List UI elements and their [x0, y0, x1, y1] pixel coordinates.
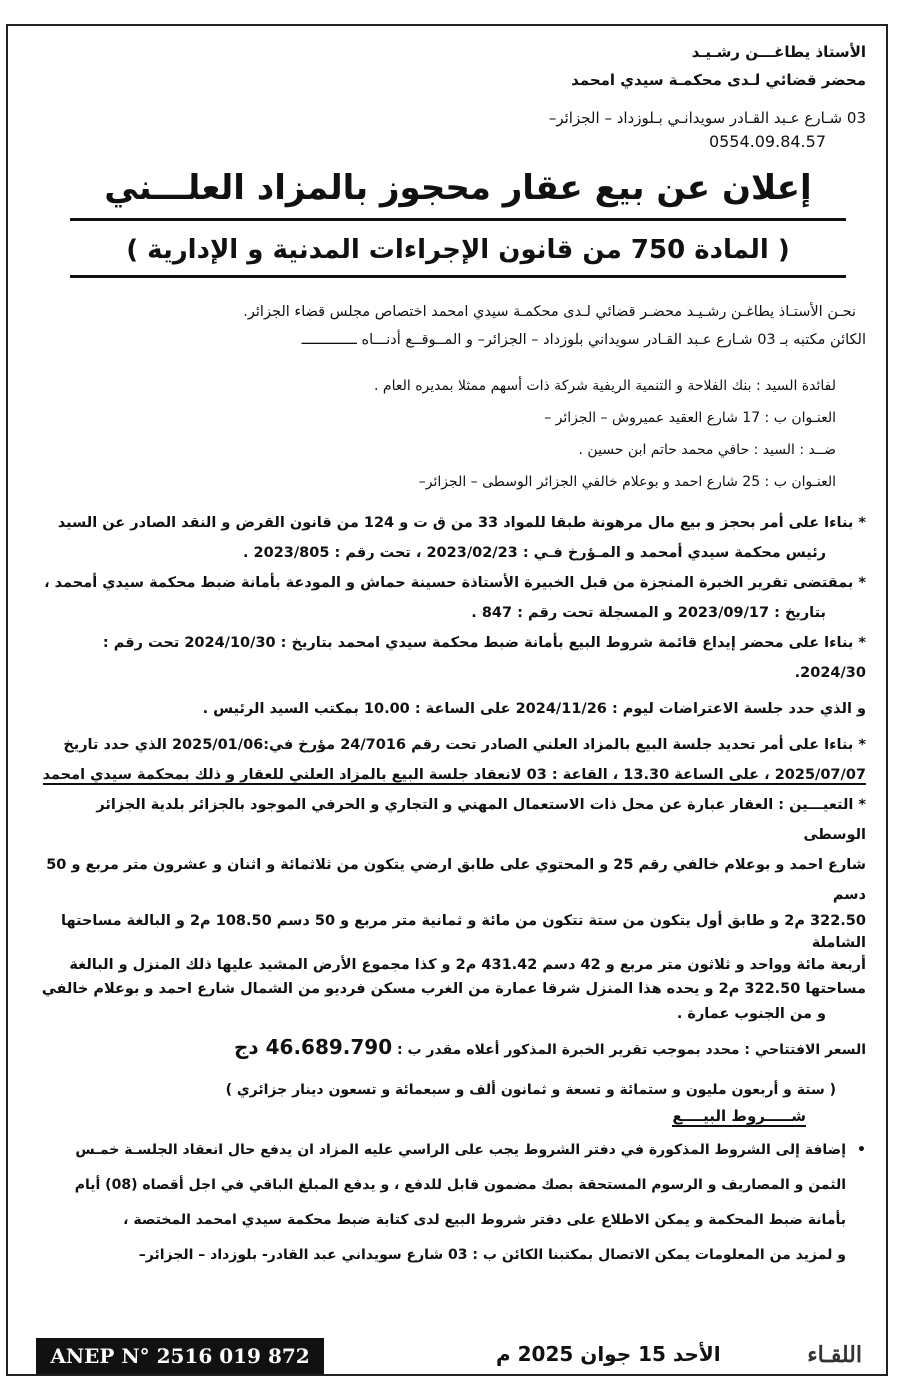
- paragraph-5b: [30, 760, 866, 790]
- paragraph-6f: و من الجنوب عمارة .: [676, 1006, 826, 1022]
- newspaper-logo: اللقـاء: [807, 1342, 862, 1368]
- beneficiary: لفائدة السيد : بنك الفلاحة و التنمية الريفية شركة ذات أسهم ممثلا بمديره العام .: [374, 378, 836, 394]
- bailiff-header: [30, 40, 866, 154]
- page-subtitle: ( المادة 750 من قانون الإجراءات المدنية و الإدارية ): [70, 235, 846, 278]
- bailiff-phone: 0554.09.84.57: [708, 132, 826, 151]
- bailiff-role: محضر قضائي لـدى محكمـة سيدي امحمد: [571, 71, 866, 89]
- conditions-title: [30, 1107, 866, 1125]
- price-label: السعر الافتتاحي : محدد بموجب تقرير الخبرة المذكور أعلاه مقدر ب :: [397, 1042, 866, 1058]
- paragraph-4: و الذي حدد جلسة الاعتراضات ليوم : 2024/11/26 على الساعة : 10.00 بمكتب السيد الرئيس .: [202, 701, 866, 717]
- condition-1: [30, 1133, 866, 1168]
- intro-line-1: نحـن الأستـاذ يطاغـن رشـيـد محضـر قضائي لـدى محكمـة سيدي امحمد اختصاص مجلس قضاء الجزائر.: [243, 304, 856, 320]
- paragraph-3: * بناءا على محضر إيداع قائمة شروط البيع بأمانة ضبط محكمة سيدي امحمد بتاريخ : 2024/10/30 تحت رقم : 2024/30.: [102, 635, 866, 681]
- paragraph-6a: * التعيـــين : العقار عبارة عن محل ذات الاستعمال المهني و التجاري و الحرفي الموجود بالجزائر بلدية الجزائر الوسطى: [96, 797, 866, 843]
- intro: [30, 298, 866, 354]
- paragraph-1a: * بناءا على أمر بحجز و بيع مال مرهونة طبقا للمواد 33 من ق ت و 124 من قانون القرض و النقد الصادر عن السيد: [57, 515, 866, 531]
- conditions: [30, 1133, 866, 1273]
- bullet-icon: •: [857, 1142, 866, 1158]
- paragraph-6b: شارع احمد و بوعلام خالفي رقم 25 و المحتوي على طابق ارضي يتكون من ثلاثمائة و اثنان و عشرون متر مربع و 50 دسم: [46, 857, 866, 903]
- anep-number: ANEP N° 2516 019 872: [36, 1338, 324, 1374]
- paragraph-2a: * بمقتضى تقرير الخبرة المنجزة من قبل الخبيرة الأستاذة حسينة حماش و المودعة بأمانة ضبط محكمة سيدي أمحمد ،: [44, 575, 866, 591]
- publication-date: الأحد 15 جوان 2025 م: [496, 1342, 721, 1366]
- intro-line-2: الكائن مكتبه بـ 03 شـارع عـبد القـادر سويداني بلوزداد – الجزائر– و المــوقــع أدنـــاه ـــــــــــــ: [301, 332, 866, 348]
- opening-price: [30, 1032, 866, 1065]
- paragraph-5b-text: 2025/07/07 ، على الساعة 13.30 ، القاعة : 03 لانعقاد جلسة البيع بالمزاد العلني للعقار و ذلك بمحكمة سيدي امحمد: [42, 767, 866, 783]
- announcement-page: [30, 40, 866, 1273]
- paragraph-2b: بتاريخ : 2023/09/17 و المسجلة تحت رقم : 847 .: [471, 605, 826, 621]
- condition-3: بأمانة ضبط المحكمة و يمكن الاطلاع على دفتر شروط البيع لدى كتابة ضبط محكمة سيدي امحمد المختصة ،: [123, 1212, 846, 1228]
- paragraph-1b: رئيس محكمة سيدي أمحمد و المـؤرخ فـي : 2023/02/23 ، تحت رقم : 2023/805 .: [242, 545, 826, 561]
- price-in-words: ( ستة و أربعون مليون و ستمائة و تسعة و ثمانون ألف و سبعمائة و تسعون دينار جزائري ): [225, 1082, 836, 1098]
- bailiff-name: الأستاذ يطاغـــن رشـيـد: [691, 43, 866, 61]
- parties: [30, 370, 866, 498]
- paragraph-5a: * بناءا على أمر تحديد جلسة البيع بالمزاد العلني الصادر تحت رقم 24/7016 مؤرخ في:2025/01/06 الذي حدد تاريخ: [63, 737, 866, 753]
- page-title: إعلان عن بيع عقار محجوز بالمزاد العلـــني: [70, 168, 846, 221]
- defendant: ضــد : السيد : حافي محمد حاتم ابن حسين .: [578, 442, 836, 458]
- legal-paragraphs: [30, 508, 866, 1026]
- condition-1-text: إضافة إلى الشروط المذكورة في دفتر الشروط يجب على الراسي عليه المزاد ان يدفع حال انعقاد الجلسـة خمـس: [75, 1142, 846, 1158]
- conditions-title-text: شـــــروط البيــــع: [672, 1107, 806, 1125]
- footer: [36, 1338, 872, 1378]
- beneficiary-address: العنـوان ب : 17 شارع العقيد عميروش – الجزائر –: [544, 410, 836, 426]
- condition-2: الثمن و المصاريف و الرسوم المستحقة بصك مضمون قابل للدفع ، و يدفع المبلغ الباقي في اجل أقصاه (08) أيام: [74, 1177, 846, 1193]
- paragraph-6c: 322.50 م2 و طابق أول يتكون من ستة تتكون من مائة و ثمانية متر مربع و 50 دسم 108.50 م2 و البالغة مساحتها الشاملة: [61, 913, 866, 951]
- bailiff-address: 03 شـارع عـبد القـادر سويدانـي بـلوزداد – الجزائر–: [548, 109, 866, 127]
- condition-4: و لمزيد من المعلومات يمكن الاتصال بمكتبنا الكائن ب : 03 شارع سويداني عبد القادر- بلوزداد – الجزائر–: [138, 1247, 846, 1263]
- price-amount: 46.689.790 دج: [233, 1035, 393, 1059]
- paragraph-6d: أربعة مائة وواحد و ثلاثون متر مربع و 42 دسم 431.42 م2 و كذا مجموع الأرض المشيد عليها ذلك المنزل و البالغة: [69, 957, 866, 973]
- defendant-address: العنـوان ب : 25 شارع احمد و بوعلام خالفي الجزائر الوسطى – الجزائر–: [418, 474, 836, 490]
- paragraph-6e: مساحتها 322.50 م2 و يحده هذا المنزل شرقا عمارة من الغرب مسكن فرديو من الشمال شارع احمد و بوعلام خالفي: [41, 981, 866, 997]
